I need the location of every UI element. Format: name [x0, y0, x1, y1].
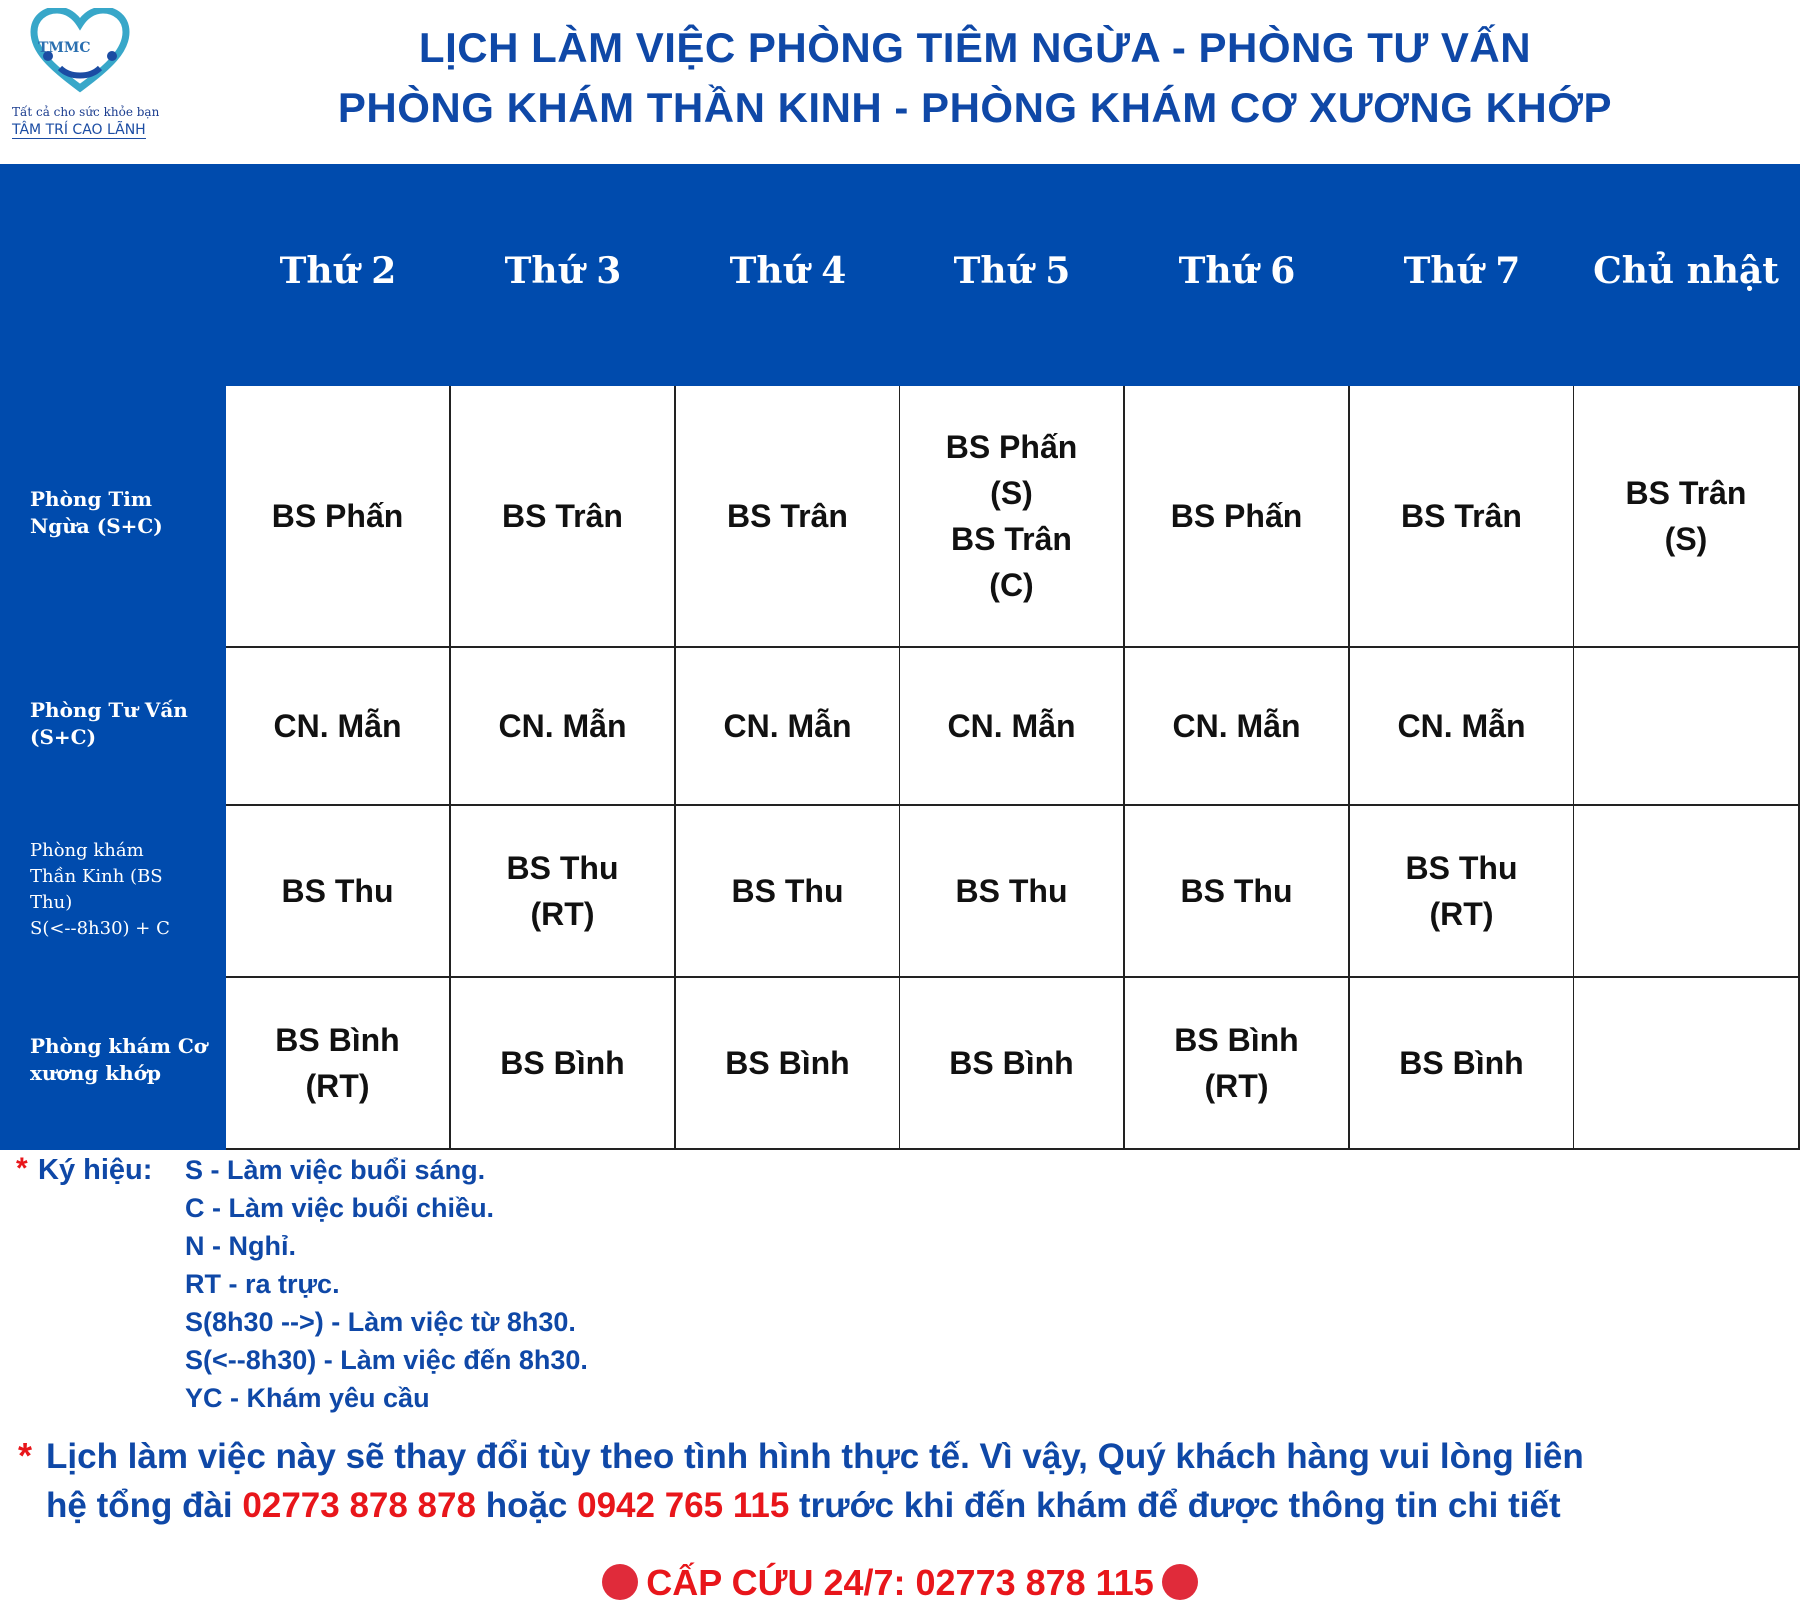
schedule-cell: BS Phấn	[226, 386, 451, 648]
schedule-cell: BS Bình	[1350, 978, 1575, 1150]
schedule-cell: BS Thu	[676, 806, 901, 978]
schedule-cell	[1574, 648, 1800, 806]
legend-star: *	[16, 1152, 28, 1185]
schedule-cell: CN. Mẫn	[451, 648, 676, 806]
schedule-cell	[1574, 978, 1800, 1150]
schedule-cell: CN. Mẫn	[676, 648, 901, 806]
page-title-line1: LỊCH LÀM VIỆC PHÒNG TIÊM NGỪA - PHÒNG TƯ VẤN	[418, 24, 1532, 71]
day-header: Thứ 7	[1403, 250, 1521, 292]
schedule-cell: CN. Mẫn	[900, 648, 1125, 806]
row-label: Phòng khám Thần Kinh (BS Thu) S(<--8h30) + C	[30, 840, 170, 939]
logo-abbr: TMMC	[38, 40, 91, 56]
note-text-c: trước khi đến khám để được thông tin chi tiết	[789, 1486, 1561, 1525]
day-header: Thứ 5	[953, 250, 1071, 292]
note-text-b: hoặc	[475, 1486, 578, 1525]
mobile-phone: 0942 765 115	[577, 1486, 790, 1525]
legend-item: N - Nghỉ.	[185, 1231, 296, 1261]
day-header: Thứ 4	[729, 250, 847, 292]
day-header: Thứ 2	[279, 250, 397, 292]
emergency-text: CẤP CỨU 24/7: 02773 878 115	[646, 1562, 1154, 1603]
header	[0, 0, 1800, 164]
note-text-a: hệ tổng đài	[46, 1486, 243, 1525]
schedule-cell: CN. Mẫn	[1125, 648, 1350, 806]
schedule-cell: BS Trân	[451, 386, 676, 648]
logo-name: TÂM TRÍ CAO LÃNH	[12, 122, 146, 138]
note-line1: Lịch làm việc này sẽ thay đổi tùy theo tình hình thực tế. Vì vậy, Quý khách hàng vui lòng liên	[46, 1437, 1584, 1476]
schedule-cell: CN. Mẫn	[1350, 648, 1575, 806]
note-line2	[46, 1486, 1796, 1526]
schedule-cell: CN. Mẫn	[226, 648, 451, 806]
legend-item: S - Làm việc buổi sáng.	[185, 1155, 486, 1185]
schedule-cell: BS Phấn	[1125, 386, 1350, 648]
schedule-cell: BS Trân	[1350, 386, 1575, 648]
schedule-cell: BS Thu (RT)	[1350, 806, 1575, 978]
schedule-cell: BS Bình	[451, 978, 676, 1150]
legend-item: RT - ra trực.	[185, 1269, 340, 1299]
schedule-cell: BS Bình	[676, 978, 901, 1150]
schedule-grid	[226, 386, 1798, 1148]
page-title-line2: PHÒNG KHÁM THẦN KINH - PHÒNG KHÁM CƠ XƯƠNG KHỚP	[337, 84, 1613, 131]
legend-label: Ký hiệu:	[38, 1154, 153, 1186]
schedule-cell: BS Bình (RT)	[226, 978, 451, 1150]
red-dot-icon	[602, 1564, 638, 1600]
schedule-cell: BS Trân (S)	[1574, 386, 1800, 648]
hotline-phone: 02773 878 878	[242, 1486, 476, 1525]
legend-item: YC - Khám yêu cầu	[185, 1383, 430, 1413]
row-label: Phòng Tư Vấn (S+C)	[30, 698, 188, 749]
red-dot-icon	[1162, 1564, 1198, 1600]
legend-item: C - Làm việc buổi chiều.	[185, 1193, 495, 1223]
row-label: Phòng khám Cơ xương khớp	[30, 1034, 208, 1085]
schedule-cell: BS Thu	[900, 806, 1125, 978]
day-header: Thứ 3	[504, 250, 622, 292]
schedule-cell	[1574, 806, 1800, 978]
logo-tagline: Tất cả cho sức khỏe bạn	[12, 105, 160, 119]
schedule-cell: BS Phấn (S) BS Trân (C)	[900, 386, 1125, 648]
logo	[8, 8, 158, 143]
schedule-cell: BS Trân	[676, 386, 901, 648]
schedule-cell: BS Thu (RT)	[451, 806, 676, 978]
day-header: Thứ 6	[1178, 250, 1296, 292]
note-star: *	[18, 1435, 33, 1476]
schedule-cell: BS Thu	[1125, 806, 1350, 978]
row-label: Phòng Tim Ngừa (S+C)	[30, 487, 163, 538]
schedule-cell: BS Bình	[900, 978, 1125, 1150]
schedule-cell: BS Bình (RT)	[1125, 978, 1350, 1150]
schedule-cell: BS Thu	[226, 806, 451, 978]
day-header: Chủ nhật	[1593, 250, 1779, 292]
legend-item: S(<--8h30) - Làm việc đến 8h30.	[185, 1345, 588, 1375]
emergency-line	[0, 1562, 1800, 1604]
legend-item: S(8h30 -->) - Làm việc từ 8h30.	[185, 1307, 576, 1337]
